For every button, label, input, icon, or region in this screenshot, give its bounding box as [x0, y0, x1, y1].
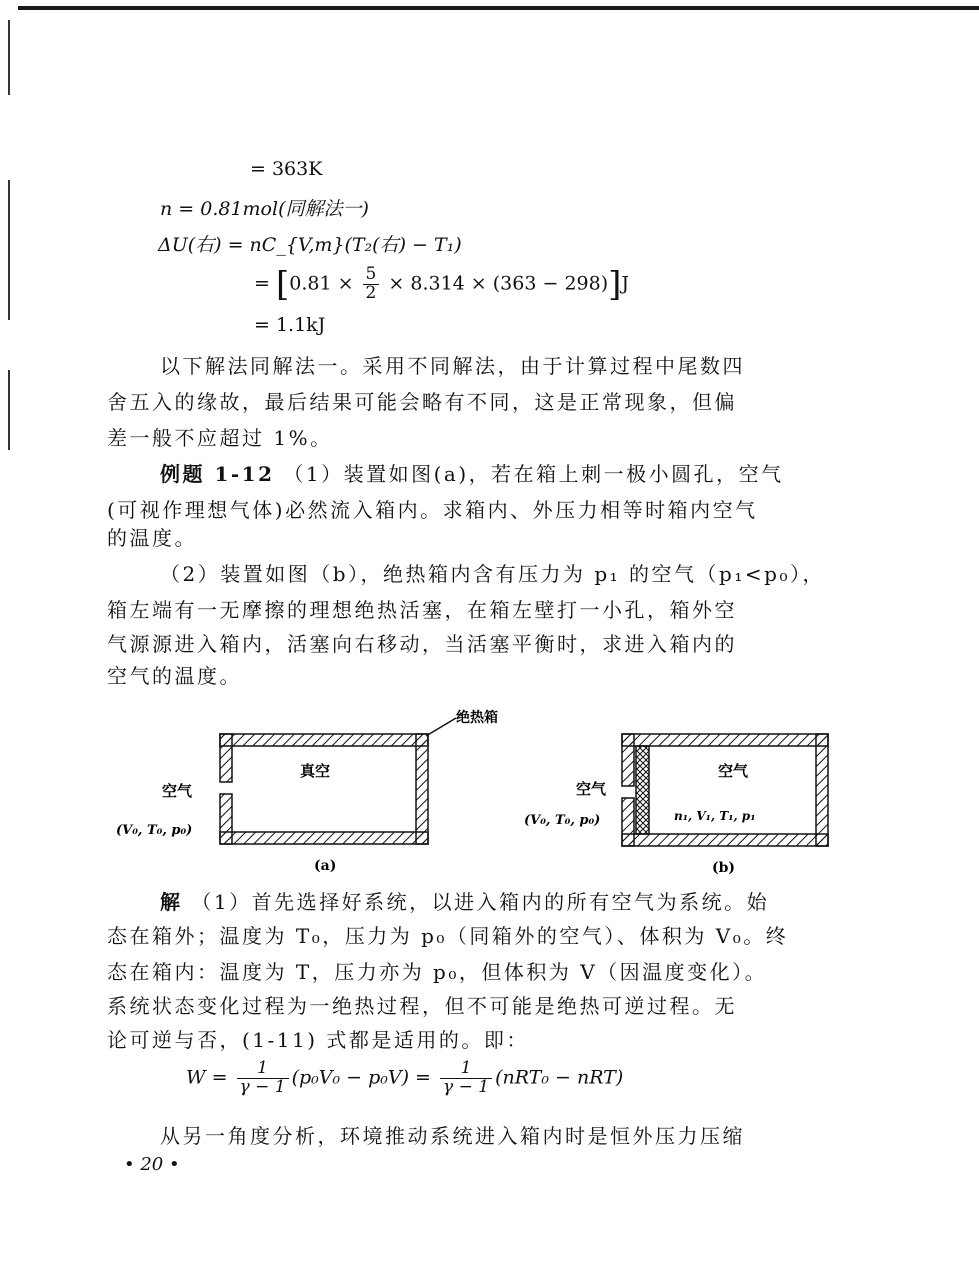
- expression-tail: × 8.314 × (363 − 298): [382, 272, 609, 295]
- solution-text: （1）首先选择好系统，以进入箱内的所有空气为系统。始: [191, 890, 770, 914]
- fraction: [363, 266, 380, 303]
- solution-line-3: 态在箱内：温度为 T，压力亦为 p₀，但体积为 V（因温度变化）。: [107, 960, 768, 984]
- caption-b: (b): [712, 860, 736, 876]
- paragraph-line: 以下解法同解法一。采用不同解法，由于计算过程中尾数四: [160, 354, 745, 378]
- callout-label: 绝热箱: [456, 710, 498, 726]
- solution-line-1: [160, 886, 769, 915]
- fraction-numerator: 1: [237, 1060, 289, 1079]
- example-line-1: [160, 458, 784, 487]
- equation-line-3: ΔU(右) = nC_{V,m}(T₂(右) − T₁): [158, 234, 462, 256]
- equation-line-5: = 1.1kJ: [254, 314, 326, 336]
- formula-rhs: (nRT₀ − nRT): [495, 1066, 624, 1089]
- work-formula: [186, 1060, 623, 1097]
- example-line-6: 气源源进入箱内，活塞向右移动，当活塞平衡时，求进入箱内的: [107, 632, 737, 656]
- page-number: • 20 •: [124, 1154, 180, 1175]
- example-line-3: 的温度。: [107, 526, 197, 550]
- equation-line-2: n = 0.81mol(同解法一): [160, 198, 369, 220]
- box-a-state-label: (V₀, T₀, p₀): [116, 823, 193, 838]
- box-b: [622, 734, 828, 846]
- unit: J: [621, 272, 630, 295]
- right-bracket: ]: [608, 264, 622, 305]
- example-line-7: 空气的温度。: [107, 664, 242, 688]
- example-text: （1）装置如图(a)，若在箱上刺一极小圆孔，空气: [283, 462, 784, 486]
- box-a: [220, 734, 428, 844]
- box-b-inner-state-label: n₁, V₁, T₁, p₁: [674, 809, 756, 823]
- left-bracket: [: [275, 264, 290, 305]
- equals-sign: =: [254, 272, 270, 295]
- fraction-denominator: γ − 1: [443, 1076, 490, 1097]
- solution-label: 解: [160, 890, 183, 914]
- solution-line-4: 系统状态变化过程为一绝热过程，但不可能是绝热可逆过程。无: [107, 994, 737, 1018]
- box-b-state-label: (V₀, T₀, p₀): [524, 813, 601, 828]
- box-b-air-label: 空气: [576, 780, 607, 798]
- solution-line-5: 论可逆与否，(1-11) 式都是适用的。即：: [107, 1028, 529, 1052]
- scan-edge-line: [8, 370, 10, 450]
- scan-edge-line: [8, 180, 10, 320]
- example-line-2: (可视作理想气体)必然流入箱内。求箱内、外压力相等时箱内空气: [107, 498, 758, 522]
- box-b-inside-label: 空气: [718, 762, 749, 780]
- fraction: [440, 1060, 492, 1097]
- paragraph-line: 差一般不应超过 1%。: [107, 426, 333, 450]
- callout-leader-line: [426, 718, 456, 736]
- fraction-denominator: γ − 1: [239, 1076, 286, 1097]
- formula-middle: (p₀V₀ − p₀V) =: [291, 1066, 431, 1089]
- paragraph-line: 舍五入的缘故，最后结果可能会略有不同，这是正常现象，但偏: [107, 390, 737, 414]
- box-a-air-label: 空气: [162, 782, 193, 800]
- fraction-denominator: 2: [365, 282, 377, 303]
- expression-body: 0.81 ×: [289, 272, 360, 295]
- caption-a: (a): [314, 858, 337, 874]
- box-a-inside-label: 真空: [300, 762, 331, 780]
- fraction-numerator: 1: [440, 1060, 492, 1079]
- top-border: [18, 6, 979, 10]
- example-line-5: 箱左端有一无摩擦的理想绝热活塞，在箱左壁打一小孔，箱外空: [107, 598, 737, 622]
- fraction-numerator: 5: [363, 266, 380, 285]
- piston: [636, 746, 649, 834]
- solution-line-2: 态在箱外；温度为 T₀，压力为 p₀（同箱外的空气）、体积为 V₀。终: [107, 924, 789, 948]
- apparatus-figure: [100, 700, 860, 880]
- scan-edge-line: [8, 20, 10, 95]
- equation-line-1: = 363K: [250, 158, 323, 180]
- equation-line-4: [254, 266, 629, 303]
- example-label: 例题 1-12: [160, 462, 275, 486]
- formula-lhs: W =: [186, 1066, 228, 1089]
- fraction: [237, 1060, 289, 1097]
- example-line-4: （2）装置如图（b），绝热箱内含有压力为 p₁ 的空气（p₁<p₀），: [160, 562, 825, 586]
- last-line: 从另一角度分析，环境推动系统进入箱内时是恒外压力压缩: [160, 1124, 745, 1148]
